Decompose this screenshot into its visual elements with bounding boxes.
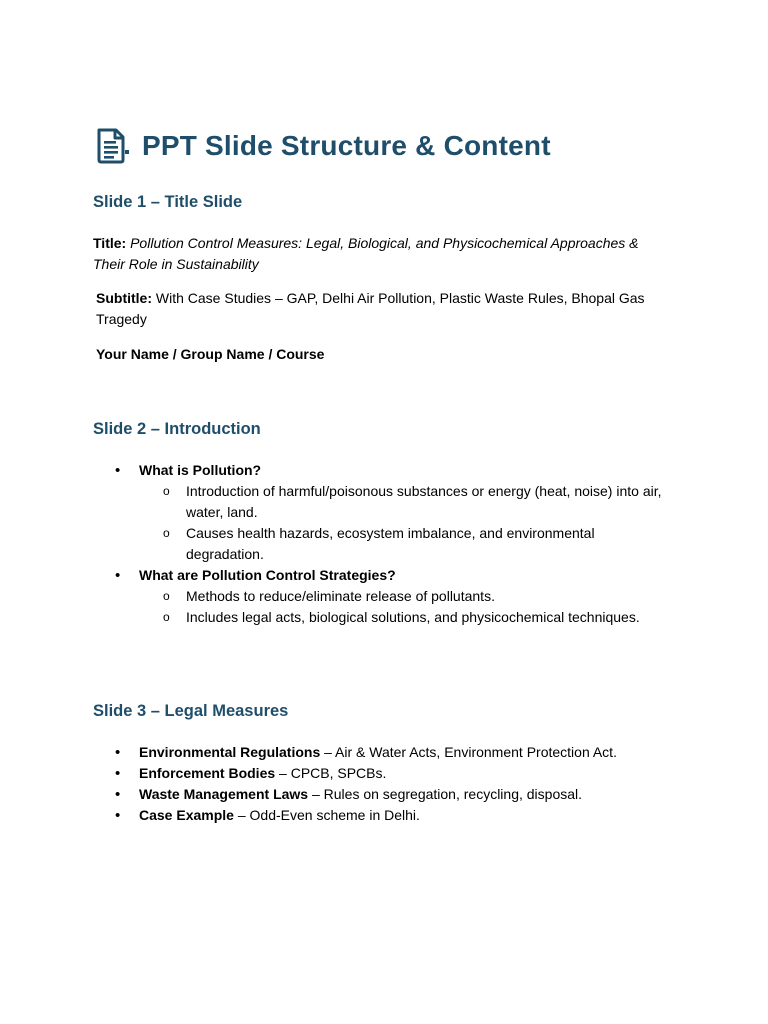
list-item-text: – Odd-Even scheme in Delhi. — [233, 807, 420, 823]
list-item-text: – Rules on segregation, recycling, disposal. — [308, 786, 583, 802]
page-title: PPT Slide Structure & Content — [142, 130, 551, 161]
main-heading — [96, 128, 551, 164]
list-item — [93, 784, 673, 805]
subtitle-label: Subtitle: — [96, 290, 152, 306]
slide3-heading: Slide 3 – Legal Measures — [93, 702, 289, 720]
title-label: Title: — [93, 235, 127, 251]
sub-list-item: o Causes health hazards, ecosystem imbalance, and environmental degradation. — [139, 523, 673, 565]
sub-list — [139, 586, 673, 628]
slide1-subtitle-line — [93, 288, 676, 330]
list-item-label: Enforcement Bodies — [139, 765, 276, 781]
document-icon — [96, 128, 130, 164]
subtitle-text: With Case Studies – GAP, Delhi Air Pollution, Plastic Waste Rules, Bhopal Gas Tragedy — [96, 290, 645, 327]
list-item — [93, 805, 673, 826]
list-item-label: What is Pollution? — [139, 462, 262, 478]
sub-list-item: o Methods to reduce/eliminate release of pollutants. — [139, 586, 673, 607]
list-item-label: What are Pollution Control Strategies? — [139, 567, 396, 583]
sub-list-item: o Introduction of harmful/poisonous substances or energy (heat, noise) into air, water, land. — [139, 481, 673, 523]
list-item-label: Case Example — [139, 807, 234, 823]
list-item — [93, 763, 673, 784]
list-item-text: – Air & Water Acts, Environment Protection Act. — [320, 744, 617, 760]
list-item — [93, 742, 673, 763]
list-item-text: – CPCB, SPCBs. — [275, 765, 387, 781]
list-item-label: Environmental Regulations — [139, 744, 321, 760]
slide1-heading: Slide 1 – Title Slide — [93, 193, 243, 211]
list-item — [93, 565, 673, 628]
slide3-list — [93, 742, 673, 826]
title-text: Pollution Control Measures: Legal, Biological, and Physicochemical Approaches & Their Role in Sustainability — [93, 235, 639, 272]
slide2-list — [93, 460, 673, 628]
sub-list-item: o Includes legal acts, biological solutions, and physicochemical techniques. — [139, 607, 673, 628]
byline: Your Name / Group Name / Course — [96, 346, 325, 362]
slide2-heading: Slide 2 – Introduction — [93, 420, 261, 438]
slide1-title-line — [93, 233, 673, 275]
sub-list — [139, 481, 673, 565]
list-item-label: Waste Management Laws — [139, 786, 309, 802]
list-item — [93, 460, 673, 565]
